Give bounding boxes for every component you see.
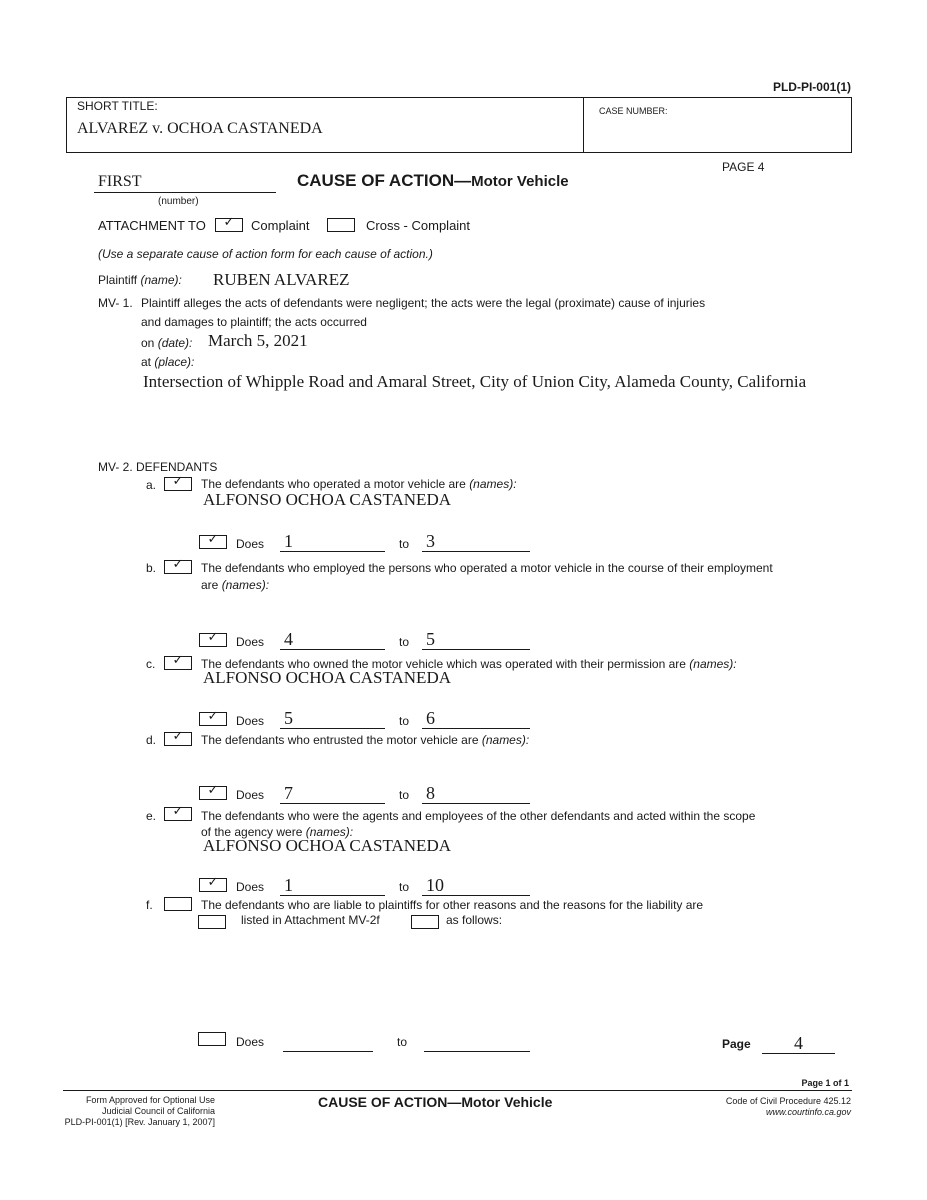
- item-a-text: [201, 477, 517, 491]
- item-e-letter: e.: [146, 809, 157, 823]
- item-b-does-checkbox[interactable]: [199, 630, 227, 647]
- item-b-does-to: 5: [426, 629, 435, 649]
- footer-right-line1: Code of Civil Procedure 425.12: [725, 1096, 851, 1106]
- item-f-text: The defendants who are liable to plaintiffs for other reasons and the reasons for the liability are: [201, 898, 704, 912]
- mv2-label: MV- 2. DEFENDANTS: [98, 460, 218, 474]
- short-title-value: ALVAREZ v. OCHOA CASTANEDA: [77, 120, 323, 137]
- item-b-text2: [201, 578, 269, 592]
- footer-left-line3: PLD-PI-001(1) [Rev. January 1, 2007]: [64, 1117, 215, 1127]
- footer-left-line1: Form Approved for Optional Use: [85, 1095, 215, 1105]
- complaint-checkbox[interactable]: [215, 215, 243, 232]
- attachment-label: ATTACHMENT TO: [98, 218, 206, 233]
- instruction-text: (Use a separate cause of action form for each cause of action.): [98, 247, 433, 261]
- as-follows-label: as follows:: [446, 913, 503, 927]
- item-a-names-value: ALFONSO OCHOA CASTANEDA: [203, 490, 451, 509]
- item-e-does-to-field[interactable]: [422, 874, 530, 896]
- item-b-to-label: to: [399, 635, 410, 649]
- check-mark-icon: ✓: [223, 215, 235, 230]
- final-does-label: Does: [236, 1035, 265, 1049]
- page-box-value: 4: [794, 1033, 803, 1053]
- footer-right: [726, 1096, 851, 1118]
- cause-title: [297, 171, 569, 191]
- item-c-text-main: The defendants who owned the motor vehicle which was operated with their permission are: [201, 657, 686, 671]
- item-a-names-label: (names):: [469, 477, 517, 491]
- item-c-names-value: ALFONSO OCHOA CASTANEDA: [203, 668, 451, 687]
- final-to-label: to: [397, 1035, 408, 1049]
- item-b-text: The defendants who employed the persons who operated a motor vehicle in the course of their employment: [201, 561, 773, 575]
- item-a-does-from: 1: [284, 531, 293, 551]
- item-c-letter: c.: [146, 657, 156, 671]
- attachment-mv2f-label: listed in Attachment MV-2f: [241, 913, 380, 927]
- check-mark-icon: ✓: [207, 783, 219, 798]
- item-e-does-from: 1: [284, 875, 293, 895]
- cross-complaint-label: Cross - Complaint: [366, 218, 471, 233]
- date-label: (date):: [157, 336, 193, 350]
- item-b-does-from-field[interactable]: [280, 628, 385, 650]
- item-a-text-main: The defendants who operated a motor vehicle are: [201, 477, 466, 491]
- item-a-does-from-field[interactable]: [280, 530, 385, 552]
- plaintiff-line: [98, 273, 182, 287]
- item-e-to-label: to: [399, 880, 410, 894]
- item-a-does-label: Does: [236, 537, 265, 551]
- item-e-names-label: (names):: [305, 825, 354, 839]
- item-d-does-to: 8: [426, 783, 435, 803]
- cross-complaint-checkbox[interactable]: [327, 218, 355, 232]
- item-d-does-checkbox[interactable]: [199, 783, 227, 800]
- complaint-label: Complaint: [251, 218, 310, 233]
- check-mark-icon: ✓: [207, 630, 219, 645]
- item-c-does-to: 6: [426, 708, 435, 728]
- item-a-does-to-field[interactable]: [422, 530, 530, 552]
- item-b-checkbox[interactable]: [164, 557, 192, 574]
- case-number-label: CASE NUMBER:: [599, 106, 668, 116]
- place-label: (place):: [154, 355, 195, 369]
- page-box-label: Page: [722, 1037, 751, 1051]
- check-mark-icon: ✓: [172, 474, 184, 489]
- check-mark-icon: ✓: [172, 653, 184, 668]
- item-d-does-from: 7: [284, 783, 293, 803]
- date-line: [141, 336, 192, 350]
- mv1-line1: Plaintiff alleges the acts of defendants were negligent; the acts were the legal (proximate) cause of injuries: [141, 296, 706, 310]
- cause-number-field: [94, 172, 276, 193]
- item-a-to-label: to: [399, 537, 410, 551]
- header-box: [66, 97, 852, 153]
- footer-left-line2: Judicial Council of California: [101, 1106, 215, 1116]
- item-e-text: The defendants who were the agents and employees of the other defendants and acted within the scope: [201, 809, 756, 823]
- item-c-names-label: (names):: [689, 657, 737, 671]
- item-e-text2-main: of the agency were: [201, 825, 303, 839]
- check-mark-icon: ✓: [207, 875, 219, 890]
- item-d-checkbox[interactable]: [164, 729, 192, 746]
- mv1-line2: and damages to plaintiff; the acts occurred: [141, 315, 367, 329]
- cause-title-main: CAUSE OF ACTION—: [297, 171, 472, 190]
- final-does-checkbox[interactable]: [198, 1032, 226, 1046]
- item-e-names-value: ALFONSO OCHOA CASTANEDA: [203, 836, 451, 855]
- item-e-does-from-field[interactable]: [280, 874, 385, 896]
- cause-number-caption: (number): [158, 196, 199, 207]
- item-b-names-label: (names):: [221, 578, 270, 592]
- item-f-letter: f.: [146, 898, 153, 912]
- check-mark-icon: ✓: [207, 709, 219, 724]
- plaintiff-label: Plaintiff: [98, 273, 138, 287]
- item-d-names-label: (names):: [481, 733, 530, 747]
- as-follows-checkbox[interactable]: [411, 915, 439, 929]
- item-b-text2-main: are: [201, 578, 219, 592]
- item-e-does-to: 10: [426, 875, 444, 895]
- item-c-does-from: 5: [284, 708, 293, 728]
- item-c-checkbox[interactable]: [164, 653, 192, 670]
- form-id: PLD-PI-001(1): [772, 80, 851, 94]
- page-box-field[interactable]: [762, 1032, 835, 1054]
- item-b-letter: b.: [146, 561, 157, 575]
- item-b-does-label: Does: [236, 635, 265, 649]
- item-c-does-from-field[interactable]: [280, 707, 385, 729]
- item-d-does-from-field[interactable]: [280, 782, 385, 804]
- place-value: Intersection of Whipple Road and Amaral Street, City of Union City, Alameda County, California: [143, 372, 807, 391]
- place-line: [141, 355, 194, 369]
- footer-left: [63, 1095, 215, 1128]
- item-d-letter: d.: [146, 733, 157, 747]
- item-e-checkbox[interactable]: [164, 804, 192, 821]
- item-d-does-to-field[interactable]: [422, 782, 530, 804]
- cause-title-sub: Motor Vehicle: [471, 173, 569, 190]
- footer-page-of: Page 1 of 1: [801, 1078, 849, 1088]
- short-title-label: SHORT TITLE:: [77, 99, 158, 113]
- footer-rule: [63, 1090, 852, 1091]
- on-label: on: [141, 336, 155, 350]
- attachment-mv2f-checkbox[interactable]: [198, 915, 226, 929]
- page-label: PAGE 4: [722, 160, 765, 174]
- item-a-does-to: 3: [426, 531, 435, 551]
- cause-number-value: FIRST: [98, 173, 142, 190]
- item-c-to-label: to: [399, 714, 410, 728]
- check-mark-icon: ✓: [172, 557, 184, 572]
- check-mark-icon: ✓: [172, 804, 184, 819]
- item-c-does-to-field[interactable]: [422, 707, 530, 729]
- plaintiff-value: RUBEN ALVAREZ: [213, 270, 350, 289]
- at-label: at: [141, 355, 152, 369]
- mv1-label: MV- 1.: [98, 296, 133, 310]
- plaintiff-name-label: (name):: [140, 273, 182, 287]
- check-mark-icon: ✓: [207, 532, 219, 547]
- item-a-does-checkbox[interactable]: [199, 532, 227, 549]
- date-value: March 5, 2021: [208, 331, 308, 350]
- item-d-text: [201, 733, 529, 747]
- item-c-does-checkbox[interactable]: [199, 709, 227, 726]
- item-e-does-label: Does: [236, 880, 265, 894]
- item-a-checkbox[interactable]: [164, 474, 192, 491]
- item-a-letter: a.: [146, 478, 157, 492]
- item-d-to-label: to: [399, 788, 410, 802]
- item-c-does-label: Does: [236, 714, 265, 728]
- item-d-does-label: Does: [236, 788, 265, 802]
- final-does-from-field[interactable]: [283, 1030, 373, 1052]
- header-divider: [583, 98, 584, 152]
- item-b-does-from: 4: [284, 629, 293, 649]
- check-mark-icon: ✓: [172, 729, 184, 744]
- item-e-does-checkbox[interactable]: [199, 875, 227, 892]
- item-b-does-to-field[interactable]: [422, 628, 530, 650]
- footer-center-title: CAUSE OF ACTION—Motor Vehicle: [318, 1094, 553, 1110]
- footer-right-line2: www.courtinfo.ca.gov: [765, 1107, 851, 1117]
- item-d-text-main: The defendants who entrusted the motor vehicle are: [201, 733, 479, 747]
- item-f-checkbox[interactable]: [164, 897, 192, 911]
- final-does-to-field[interactable]: [424, 1030, 530, 1052]
